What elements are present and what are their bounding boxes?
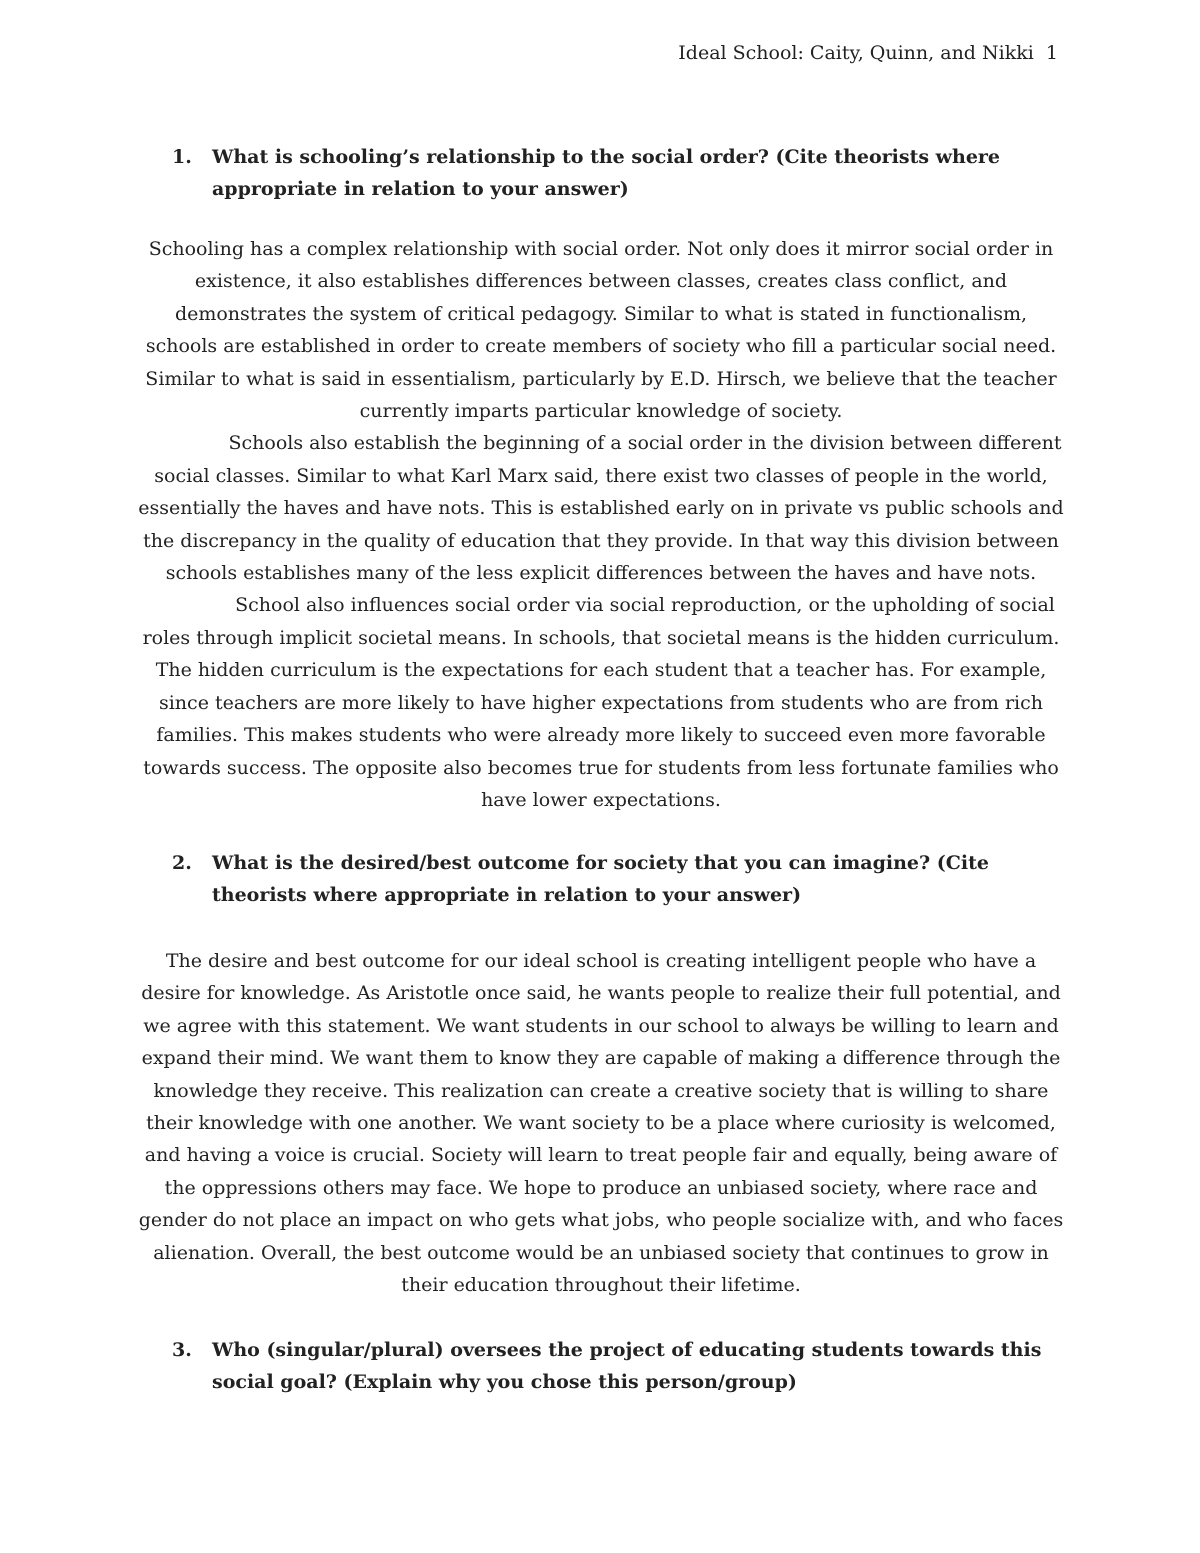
- answer-paragraph: Schools also establish the beginning of a social order in the division between different social classes. Similar to what Karl Marx said, there exist two classes of people in the world, essentially the haves and have nots. This is established early on in private vs public schools and the discrepancy in the quality of education that they provide. In that way this division between schools establishes many of the less explicit differences between the haves and have nots.: [138, 432, 1064, 585]
- question-number: 1.: [172, 146, 192, 168]
- question-number: 2.: [172, 852, 192, 874]
- answer-paragraph: The desire and best outcome for our ideal school is creating intelligent people who have a desire for knowledge. As Aristotle once said, he wants people to realize their full potential, and we agree with this statement. We want students in our school to always be willing to learn and expand their mind. We want them to know they are capable of making a difference through the knowledge they receive. This realization can create a creative society that is willing to share their knowledge with one another. We want society to be a place where curiosity is welcomed, and having a voice is crucial. Society will learn to treat people fair and equally, being aware of the oppressions others may face. We hope to produce an unbiased society, where race and gender do not place an impact on who gets what jobs, who people socialize with, and who faces alienation. Overall, the best outcome would be an unbiased society that continues to grow in their education throughout their lifetime.: [138, 950, 1064, 1297]
- answer-1: [138, 233, 1064, 816]
- answer-paragraph: Schooling has a complex relationship with social order. Not only does it mirror social order in existence, it also establishes differences between classes, creates class conflict, and demonstrates the system of critical pedagogy. Similar to what is stated in functionalism, schools are established in order to create members of society who fill a particular social need. Similar to what is said in essentialism, particularly by E.D. Hirsch, we believe that the teacher currently imparts particular knowledge of society.: [145, 238, 1057, 423]
- page-number: 1: [1045, 42, 1058, 64]
- question-3: [172, 1334, 1072, 1398]
- question-text: Who (singular/plural) oversees the project of educating students towards this social goal? (Explain why you chose this person/group): [212, 1339, 1042, 1393]
- question-number: 3.: [172, 1339, 192, 1361]
- question-1: [172, 141, 1072, 205]
- answer-2: [138, 945, 1064, 1301]
- running-header: [678, 42, 1058, 64]
- question-text: What is the desired/best outcome for society that you can imagine? (Cite theorists where appropriate in relation to your answer): [212, 852, 989, 906]
- question-2: [172, 847, 1072, 911]
- answer-paragraph: School also influences social order via social reproduction, or the upholding of social roles through implicit societal means. In schools, that societal means is the hidden curriculum. The hidden curriculum is the expectations for each student that a teacher has. For example, since teachers are more likely to have higher expectations from students who are from rich families. This makes students who were already more likely to succeed even more favorable towards success. The opposite also becomes true for students from less fortunate families who have lower expectations.: [142, 594, 1060, 811]
- running-head-title: Ideal School: Caity, Quinn, and Nikki: [678, 42, 1034, 64]
- question-text: What is schooling’s relationship to the social order? (Cite theorists where appropriate in relation to your answer): [212, 146, 1001, 200]
